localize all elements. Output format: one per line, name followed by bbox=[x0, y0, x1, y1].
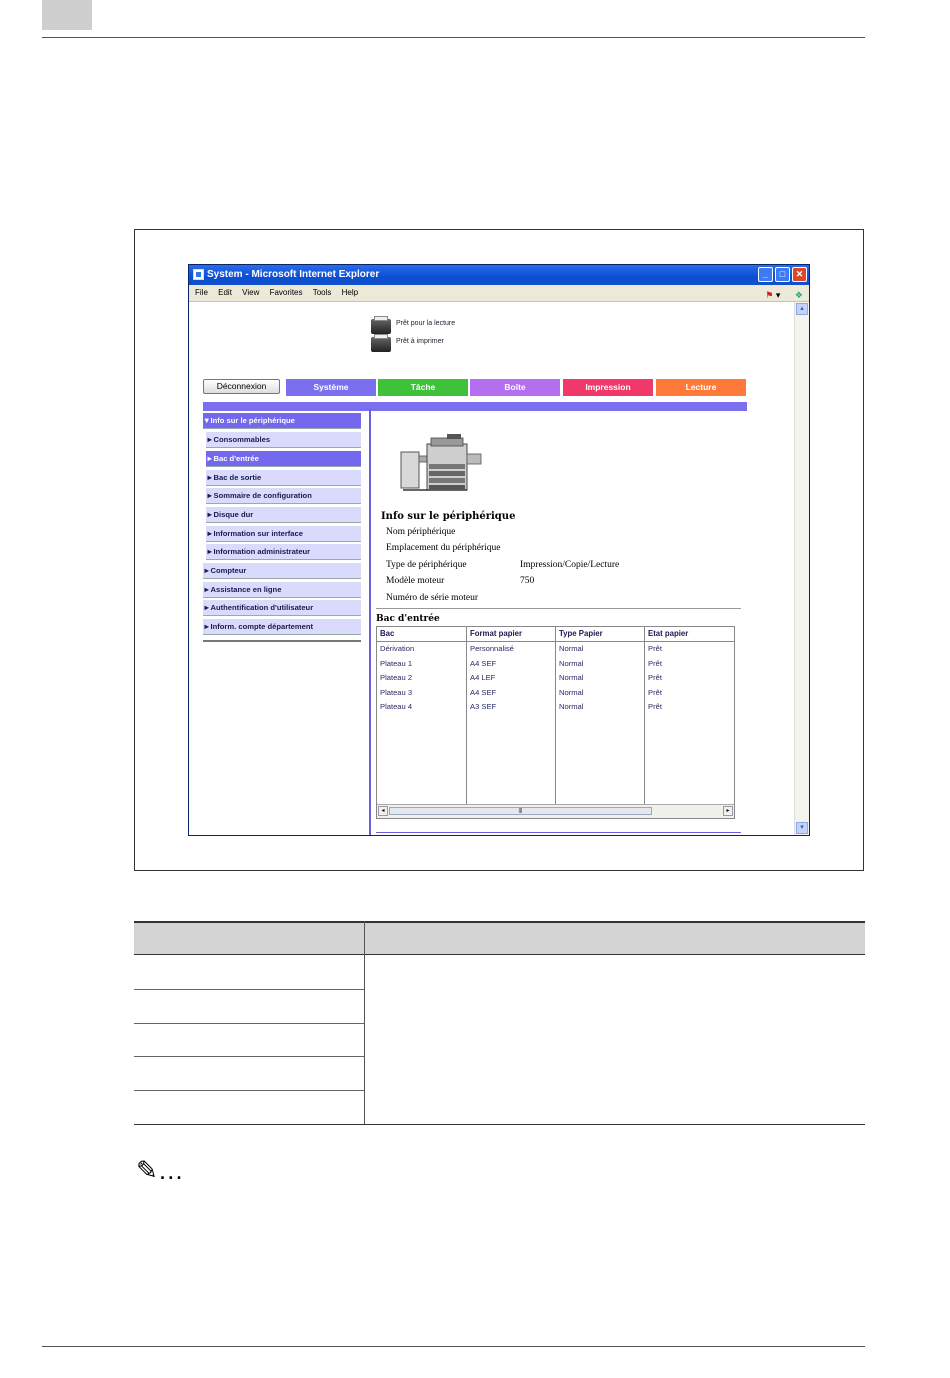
tray-cell: Prêt bbox=[648, 644, 662, 653]
copier-machine-icon bbox=[397, 434, 487, 494]
info-title: Info sur le périphérique bbox=[381, 511, 516, 522]
reference-table-bottom-rule bbox=[134, 1124, 865, 1125]
close-button[interactable]: ✕ bbox=[792, 267, 807, 282]
maximize-button[interactable]: □ bbox=[775, 267, 790, 282]
nav-bac-entree[interactable]: ►Bac d'entrée bbox=[206, 451, 361, 467]
menu-file[interactable]: File bbox=[195, 288, 208, 297]
browser-window bbox=[188, 264, 810, 836]
toolbar-right: ⚑ ▾ ❖ bbox=[765, 290, 803, 300]
scroll-left-arrow-icon[interactable]: ◂ bbox=[378, 806, 388, 816]
tray-cell: Plateau 2 bbox=[380, 673, 413, 682]
acrobat-icon[interactable]: ⚑ bbox=[765, 290, 774, 300]
info-label-serie: Numéro de série moteur bbox=[386, 593, 479, 603]
scroll-up-arrow-icon[interactable]: ▴ bbox=[796, 303, 808, 315]
section-divider bbox=[376, 608, 741, 609]
tab-tache[interactable]: Tâche bbox=[378, 379, 468, 396]
print-status: Prêt à imprimer bbox=[396, 338, 444, 345]
menu-favorites[interactable]: Favorites bbox=[269, 288, 303, 297]
tray-cell: Personnalisé bbox=[470, 644, 514, 653]
pencil-note-icon: ✎… bbox=[136, 1155, 184, 1185]
nav-consommables[interactable]: ►Consommables bbox=[206, 432, 361, 448]
tray-header-format: Format papier bbox=[467, 627, 555, 642]
tray-cell: Prêt bbox=[648, 702, 662, 711]
tray-header-bac: Bac bbox=[377, 627, 466, 642]
tray-column-bac bbox=[377, 627, 467, 805]
tray-cell: Dérivation bbox=[380, 644, 415, 653]
nav-inform-compte-departement[interactable]: ►Inform. compte département bbox=[203, 619, 361, 635]
scanner-status-icon bbox=[371, 319, 391, 334]
info-label-type: Type de périphérique bbox=[386, 560, 467, 570]
tray-cell: Normal bbox=[559, 673, 584, 682]
tray-cell: Normal bbox=[559, 687, 584, 697]
scroll-thumb[interactable]: ||| bbox=[389, 807, 652, 815]
reference-table-column-divider bbox=[364, 921, 365, 1125]
reference-table-row-line bbox=[134, 1056, 364, 1057]
tray-cell: A4 SEF bbox=[470, 658, 497, 668]
menu-help[interactable]: Help bbox=[341, 288, 359, 297]
tray-header-etat: Etat papier bbox=[645, 627, 734, 642]
tray-table bbox=[376, 626, 735, 819]
tray-cell: Plateau 1 bbox=[380, 658, 413, 668]
menu-edit[interactable]: Edit bbox=[218, 288, 232, 297]
tray-cell: A4 LEF bbox=[470, 673, 496, 682]
reference-table-header bbox=[134, 921, 865, 955]
reference-table-row-line bbox=[134, 1090, 364, 1091]
menu-view[interactable]: View bbox=[242, 288, 260, 297]
nav-info-peripherique[interactable]: ▼Info sur le périphérique bbox=[203, 413, 361, 429]
tab-impression[interactable]: Impression bbox=[563, 379, 653, 396]
horizontal-scrollbar[interactable] bbox=[377, 804, 734, 818]
tray-cell: Normal bbox=[559, 702, 584, 711]
page-marker bbox=[42, 0, 92, 30]
scroll-right-arrow-icon[interactable]: ▸ bbox=[723, 806, 733, 816]
bottom-rule bbox=[42, 1346, 865, 1347]
tray-cell: Prêt bbox=[648, 687, 662, 697]
tab-boite[interactable]: Boîte bbox=[470, 379, 560, 396]
tab-systeme[interactable]: Système bbox=[286, 379, 376, 396]
tray-column-etat bbox=[645, 627, 734, 805]
tab-underline bbox=[203, 402, 747, 411]
top-rule bbox=[42, 37, 865, 38]
info-label-emplacement: Emplacement du périphérique bbox=[386, 543, 501, 553]
tray-cell: Normal bbox=[559, 644, 584, 653]
info-value-modele: 750 bbox=[520, 576, 535, 586]
nav-authentification-utilisateur[interactable]: ►Authentification d'utilisateur bbox=[203, 600, 361, 616]
reference-table bbox=[134, 921, 865, 1125]
tray-column-format bbox=[467, 627, 556, 805]
tray-cell: Plateau 4 bbox=[380, 702, 413, 711]
tray-column-type bbox=[556, 627, 645, 805]
tab-lecture[interactable]: Lecture bbox=[656, 379, 746, 396]
info-label-nom: Nom périphérique bbox=[386, 527, 456, 537]
logout-button[interactable]: Déconnexion bbox=[203, 379, 280, 394]
tray-cell: Prêt bbox=[648, 673, 662, 682]
scan-status: Prêt pour la lecture bbox=[396, 320, 456, 327]
nav-compteur[interactable]: ►Compteur bbox=[203, 563, 361, 579]
info-label-modele: Modèle moteur bbox=[386, 576, 445, 586]
nav-disque-dur[interactable]: ►Disque dur bbox=[206, 507, 361, 523]
info-value-type: Impression/Copie/Lecture bbox=[520, 560, 620, 570]
nav-bac-sortie[interactable]: ►Bac de sortie bbox=[206, 470, 361, 486]
nav-bottom-rule bbox=[203, 640, 361, 642]
tray-cell: A3 SEF bbox=[470, 702, 497, 711]
vertical-scrollbar[interactable] bbox=[794, 302, 809, 835]
bottom-divider bbox=[376, 832, 741, 833]
tray-section-title: Bac d'entrée bbox=[376, 614, 440, 624]
tray-cell: Prêt bbox=[648, 658, 662, 668]
printer-status-icon bbox=[371, 337, 391, 352]
reference-table-row-line bbox=[134, 989, 364, 990]
nav-information-administrateur[interactable]: ►Information administrateur bbox=[206, 544, 361, 560]
page-content bbox=[189, 302, 793, 835]
scroll-down-arrow-icon[interactable]: ▾ bbox=[796, 822, 808, 834]
reference-table-row-line bbox=[134, 1023, 364, 1024]
window-title: System - Microsoft Internet Explorer bbox=[207, 269, 380, 280]
content-divider bbox=[369, 409, 371, 835]
ie-icon bbox=[193, 269, 204, 280]
tray-cell: A4 SEF bbox=[470, 687, 497, 697]
windows-logo-icon: ❖ bbox=[794, 290, 803, 300]
tray-cell: Plateau 3 bbox=[380, 687, 413, 697]
menu-tools[interactable]: Tools bbox=[312, 288, 332, 297]
title-bar bbox=[189, 265, 809, 285]
nav-sommaire-configuration[interactable]: ►Sommaire de configuration bbox=[206, 488, 361, 504]
nav-assistance-en-ligne[interactable]: ►Assistance en ligne bbox=[203, 582, 361, 598]
tray-cell: Normal bbox=[559, 658, 584, 668]
menu-bar bbox=[189, 285, 809, 302]
nav-information-interface[interactable]: ►Information sur interface bbox=[206, 526, 361, 542]
minimize-button[interactable]: _ bbox=[758, 267, 773, 282]
tray-header-type: Type Papier bbox=[556, 627, 644, 642]
